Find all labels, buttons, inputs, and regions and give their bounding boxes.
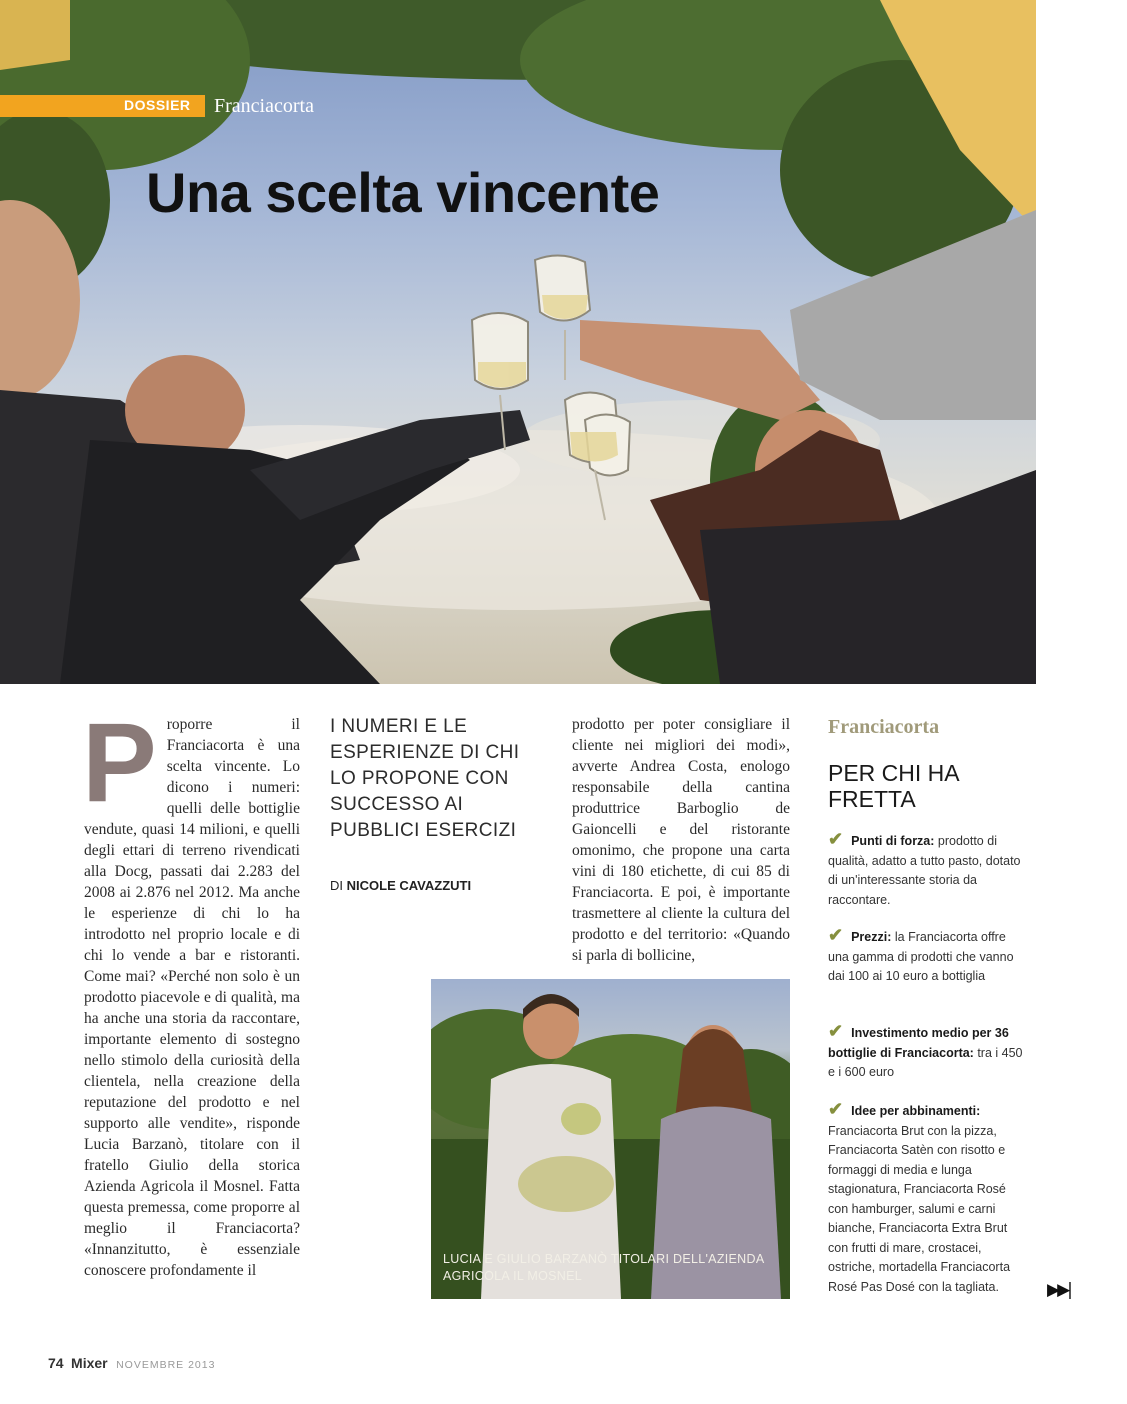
page-number: 74 <box>48 1355 64 1371</box>
article-byline <box>330 878 471 893</box>
sidebar-item-text: prodotto di qualità, adatto a tutto pasto, dotato di un'interessante storia da raccontare. <box>828 834 1021 907</box>
fast-forward-icon[interactable]: ▶▶| <box>1047 1280 1070 1300</box>
sidebar-item-text: la Franciacorta offre una gamma di prodotti che vanno dai 100 ai 10 euro a bottiglia <box>828 930 1014 983</box>
sidebar-kicker: Franciacorta <box>828 716 940 738</box>
issue-date: NOVEMBRE 2013 <box>116 1359 216 1371</box>
byline-prefix: DI <box>330 878 343 893</box>
check-icon: ✔ <box>828 925 844 945</box>
check-icon: ✔ <box>828 1099 844 1119</box>
sidebar-item-strengths <box>828 830 1028 910</box>
inset-photo <box>431 979 790 1299</box>
sidebar-item-pairings <box>828 1100 1028 1297</box>
page-footer <box>48 1355 215 1373</box>
article-column-3: prodotto per poter consigliare il cliente nei migliori dei modi», avverte Andrea Costa, enologo responsabile della cantina produttrice Barboglio de Gaioncelli e del ristorante omonimo, che propone una carta vini di 180 etichette, di cui 85 di Franciacorta. E poi, è importante trasmettere al cliente la cultura del prodotto e del territorio: «Quando si parla di bollicine, <box>572 716 790 964</box>
sidebar-item-text: tra i 450 e i 600 euro <box>828 1045 1023 1079</box>
hero-photo <box>0 0 1036 684</box>
check-icon: ✔ <box>828 1021 844 1041</box>
sidebar-item-label: Prezzi: <box>851 930 892 944</box>
section-tag: DOSSIER <box>124 97 191 113</box>
article-body-1: roporre il Franciacorta è una scelta vincente. Lo dicono i numeri: quelli delle bottiglie vendute, quasi 14 milioni, e quelli degli ettari di terreno rivendicati alla Docg, passati dai 2.283 del 2008 ai 2.876 nel 2012. Ma anche le esperienze di chi lo ha introdotto nel proprio locale e di chi lo vende a bar e ristoranti. Come mai? «Perché non solo è un prodotto piacevole e di qualità, ma ha anche una storia da raccontare, importante elemento di sostegno nello stimolo della curiosità della clientela, nella creazione della reputazione del prodotto e nel supporto alle vendite», risponde Lucia Barzanò, titolare con il fratello Giulio della storica Azienda Agricola il Mosnel. Fatta questa premessa, come proporre al meglio il Franciacorta? «Innanzitutto, è essenziale conoscere profondamente il <box>84 716 300 1279</box>
sidebar-item-text: Franciacorta Brut con la pizza, Franciacorta Satèn con risotto e formaggi di media e lunga stagionatura, Franciacorta Rosé con hamburger, salumi e carni bianche, Franciacorta Extra Brut con frutti di mare, crostacei, ostriche, mortadella Franciacorta Rosé Pas Dosé con la tagliata. <box>828 1123 1011 1294</box>
sidebar-item-prices <box>828 926 1028 987</box>
article-headline: Una scelta vincente <box>146 161 660 224</box>
section-topic: Franciacorta <box>214 95 314 117</box>
sidebar-item-label: Investimento medio per 36 bottiglie di Franciacorta: <box>828 1026 1009 1060</box>
byline-author: NICOLE CAVAZZUTI <box>346 878 472 893</box>
article-column-1 <box>82 700 300 1281</box>
check-icon: ✔ <box>828 829 844 849</box>
sidebar-item-investment <box>828 1022 1028 1083</box>
drop-cap: P <box>82 700 157 825</box>
magazine-name: Mixer <box>71 1355 108 1371</box>
article-subhead: I NUMERI E LE ESPERIENZE DI CHI LO PROPONE CON SUCCESSO AI PUBBLICI ESERCIZI <box>330 716 520 841</box>
sidebar-item-label: Punti di forza: <box>851 834 935 848</box>
sidebar-title: PER CHI HA FRETTA <box>828 760 959 812</box>
photo-caption: LUCIA E GIULIO BARZANÒ TITOLARI DELL'AZIENDA AGRICOLA IL MOSNEL <box>443 1252 764 1283</box>
sidebar-item-label: Idee per abbinamenti: <box>851 1104 981 1118</box>
